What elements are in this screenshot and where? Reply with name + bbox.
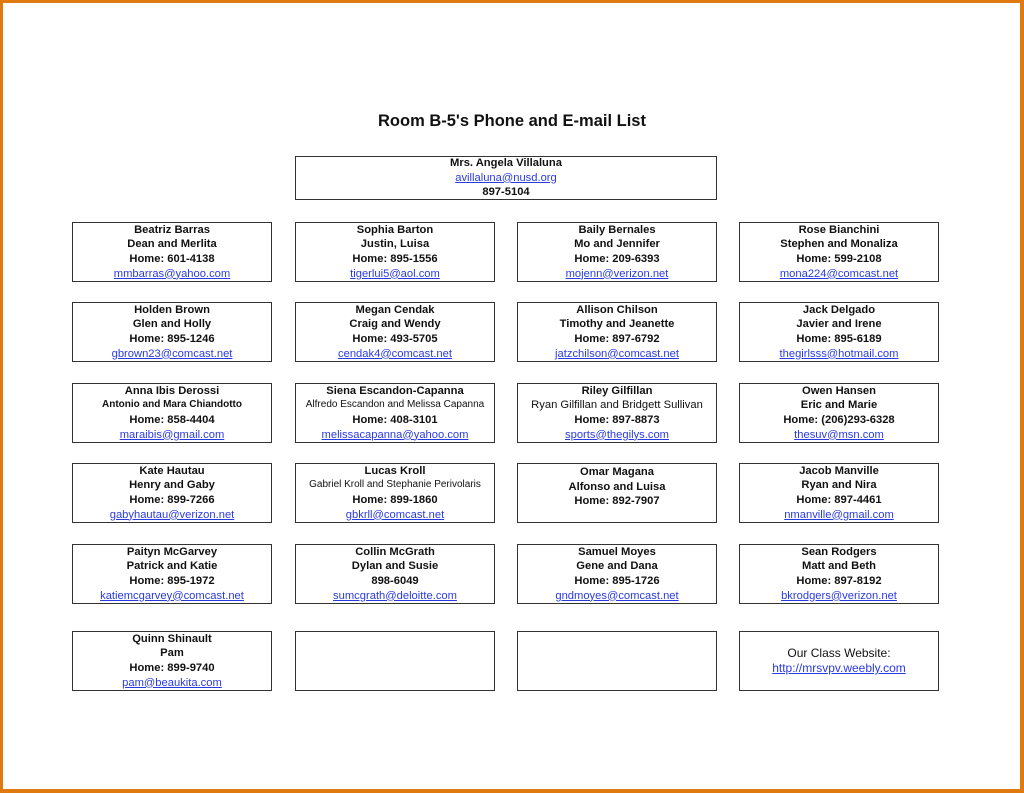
home-phone: Home: 899-9740 — [129, 662, 215, 674]
home-phone: Home: 897-8873 — [574, 414, 660, 426]
parent-names: Pam — [160, 647, 184, 660]
home-phone: Home: (206)293-6328 — [783, 414, 895, 426]
home-phone: Home: 599-2108 — [796, 253, 882, 265]
student-card — [739, 222, 939, 282]
student-card — [739, 302, 939, 362]
email-link[interactable]: sumcgrath@deloitte.com — [333, 589, 457, 602]
parent-names: Gene and Dana — [576, 560, 658, 573]
parent-names: Gabriel Kroll and Stephanie Perivolaris — [309, 479, 481, 491]
empty-card — [295, 631, 495, 691]
email-link[interactable]: thegirlsss@hotmail.com — [779, 347, 899, 360]
home-phone: Home: 899-7266 — [129, 494, 215, 506]
teacher-card — [295, 156, 717, 200]
home-phone: Home: 895-1726 — [574, 575, 660, 587]
student-card — [72, 544, 272, 604]
student-card — [739, 463, 939, 523]
student-name: Omar Magana — [580, 466, 654, 478]
student-name: Jacob Manville — [799, 464, 879, 477]
parent-names: Mo and Jennifer — [574, 238, 660, 251]
parent-names: Eric and Marie — [800, 399, 878, 412]
student-name: Beatriz Barras — [134, 223, 210, 236]
student-name: Samuel Moyes — [578, 545, 656, 558]
student-card — [72, 463, 272, 523]
student-card — [72, 631, 272, 691]
student-name: Siena Escandon-Capanna — [326, 384, 464, 397]
student-name: Megan Cendak — [355, 303, 435, 316]
student-name: Sophia Barton — [356, 223, 434, 236]
student-card — [739, 544, 939, 604]
student-name: Rose Bianchini — [798, 223, 880, 236]
home-phone: Home: 897-8192 — [796, 575, 882, 587]
parent-names: Justin, Luisa — [360, 238, 430, 251]
student-name: Collin McGrath — [355, 545, 435, 558]
email-link[interactable]: thesuv@msn.com — [794, 428, 884, 441]
student-name: Paityn McGarvey — [126, 545, 218, 558]
student-card — [72, 302, 272, 362]
parent-names: Timothy and Jeanette — [559, 318, 675, 331]
parent-names: Dean and Merlita — [127, 238, 217, 251]
email-link[interactable]: bkrodgers@verizon.net — [781, 589, 897, 602]
home-phone: Home: 899-1860 — [352, 494, 438, 506]
home-phone: Home: 601-4138 — [129, 253, 215, 265]
email-link[interactable]: cendak4@comcast.net — [338, 347, 452, 360]
email-link[interactable]: nmanville@gmail.com — [784, 508, 894, 521]
parent-names: Ryan Gilfillan and Bridgett Sullivan — [531, 399, 703, 412]
teacher-email-link[interactable]: avillaluna@nusd.org — [455, 171, 557, 184]
email-link[interactable]: gbkrll@comcast.net — [345, 508, 445, 521]
class-website-card — [739, 631, 939, 691]
student-card — [295, 463, 495, 523]
student-name: Owen Hansen — [802, 384, 876, 397]
home-phone: 898-6049 — [371, 575, 419, 587]
home-phone: Home: 895-1972 — [129, 575, 215, 587]
student-card — [739, 383, 939, 443]
student-card — [517, 463, 717, 523]
parent-names: Alfredo Escandon and Melissa Capanna — [305, 399, 485, 411]
student-card — [295, 383, 495, 443]
student-name: Jack Delgado — [802, 303, 876, 316]
parent-names: Antonio and Mara Chiandotto — [102, 399, 242, 411]
home-phone: Home: 895-1246 — [129, 333, 215, 345]
home-phone: Home: 895-1556 — [352, 253, 438, 265]
home-phone: Home: 493-5705 — [352, 333, 438, 345]
website-link[interactable]: http://mrsvpv.weebly.com — [772, 661, 906, 675]
student-name: Sean Rodgers — [801, 545, 877, 558]
home-phone: Home: 209-6393 — [574, 253, 660, 265]
home-phone: Home: 858-4404 — [129, 414, 215, 426]
parent-names: Dylan and Susie — [351, 560, 439, 573]
parent-names: Javier and Irene — [796, 318, 882, 331]
home-phone: Home: 408-3101 — [352, 414, 438, 426]
student-card — [517, 383, 717, 443]
student-card — [295, 544, 495, 604]
email-link[interactable]: mojenn@verizon.net — [565, 267, 669, 280]
email-link[interactable]: gbrown23@comcast.net — [111, 347, 233, 360]
parent-names: Henry and Gaby — [129, 479, 215, 492]
parent-names: Ryan and Nira — [801, 479, 877, 492]
teacher-phone: 897-5104 — [482, 186, 530, 199]
email-link[interactable]: pam@beaukita.com — [122, 676, 222, 689]
student-name: Baily Bernales — [578, 223, 656, 236]
student-name: Riley Gilfillan — [581, 384, 653, 397]
email-link[interactable]: sports@thegilys.com — [565, 428, 669, 441]
student-name: Allison Chilson — [576, 303, 658, 316]
parent-names: Stephen and Monaliza — [780, 238, 898, 251]
home-phone: Home: 895-6189 — [796, 333, 882, 345]
student-card — [72, 383, 272, 443]
email-link[interactable]: gndmoyes@comcast.net — [555, 589, 679, 602]
student-card — [517, 302, 717, 362]
student-name: Kate Hautau — [139, 464, 205, 477]
student-name: Quinn Shinault — [132, 632, 212, 645]
email-link[interactable]: gabyhautau@verizon.net — [109, 508, 235, 521]
student-card — [517, 544, 717, 604]
student-card — [295, 222, 495, 282]
email-link[interactable]: mona224@comcast.net — [779, 267, 899, 280]
student-card — [517, 222, 717, 282]
student-card — [295, 302, 495, 362]
teacher-name: Mrs. Angela Villaluna — [450, 157, 562, 170]
parent-names: Patrick and Katie — [126, 560, 218, 573]
parent-names: Glen and Holly — [132, 318, 212, 331]
website-label: Our Class Website: — [787, 646, 891, 660]
home-phone: Home: 897-6792 — [574, 333, 660, 345]
email-link[interactable]: jatzchilson@comcast.net — [555, 347, 679, 360]
email-link[interactable]: tigerlui5@aol.com — [350, 267, 440, 280]
email-link[interactable]: mmbarras@yahoo.com — [113, 267, 231, 280]
parent-names: Alfonso and Luisa — [568, 480, 666, 493]
email-link[interactable]: melissacapanna@yahoo.com — [321, 428, 469, 441]
parent-names: Matt and Beth — [802, 560, 876, 573]
home-phone: Home: 897-4461 — [796, 494, 882, 506]
student-name: Anna Ibis Derossi — [124, 384, 220, 397]
email-link[interactable]: maraibis@gmail.com — [119, 428, 225, 441]
student-name: Holden Brown — [134, 303, 210, 316]
page-title: Room B-5's Phone and E-mail List — [378, 112, 646, 130]
home-phone: Home: 892-7907 — [574, 495, 660, 508]
empty-card — [517, 631, 717, 691]
student-name: Lucas Kroll — [364, 464, 426, 477]
email-link[interactable]: katiemcgarvey@comcast.net — [100, 589, 244, 602]
student-card — [72, 222, 272, 282]
parent-names: Craig and Wendy — [349, 318, 441, 331]
